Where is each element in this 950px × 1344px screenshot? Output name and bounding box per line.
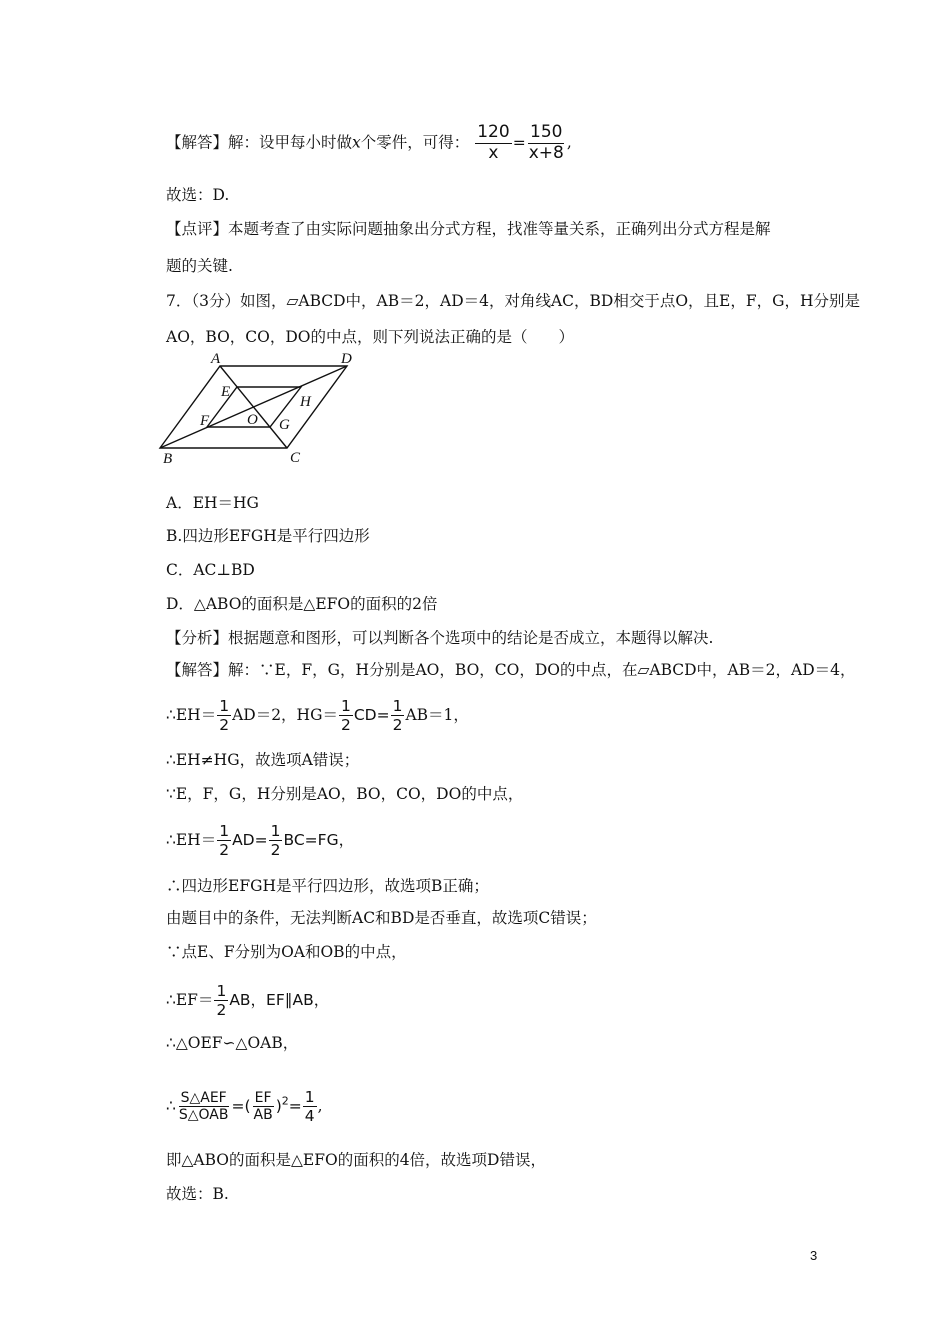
option-b: B.四边形EFGH是平行四边形 <box>166 527 370 545</box>
diagonal-bd <box>160 366 347 448</box>
solution-line10: ∴△OEF∽△OAB， <box>166 1034 299 1052</box>
label-E: E <box>221 384 231 400</box>
solution-line1: 【解答】解：∵E，F，G，H分别是AO，BO，CO，DO的中点，在▱ABCD中，AB＝2，AD＝4， <box>166 661 856 679</box>
solution-line12: 即△ABO的面积是△EFO的面积的4倍，故选项D错误， <box>166 1151 546 1169</box>
label-F: F <box>200 413 210 429</box>
label-D: D <box>341 352 352 367</box>
option-c: C．AC⊥BD <box>166 561 255 579</box>
label-G: G <box>279 417 290 433</box>
option-d: D．△ABO的面积是△EFO的面积的2倍 <box>166 595 438 613</box>
solution-line9: ∴EF＝ $\frac{1}{2}$ AB，EF∥AB， <box>166 982 330 1020</box>
analysis-line: 【分析】根据题意和图形，可以判断各个选项中的结论是否成立，本题得以解决. <box>166 629 714 647</box>
prev-comment-line2: 题的关键. <box>166 257 233 275</box>
label-O: O <box>247 412 258 428</box>
solution-line2: ∴EH＝ $\frac{1}{2}$ AD＝2，HG＝ $\frac{1}{2}$ CD= $\frac{1}{2}$ AB＝1， <box>166 697 469 735</box>
label-C: C <box>290 450 301 466</box>
page-number: 3 <box>810 1248 818 1263</box>
prev-solution-line: 【解答】解：设甲每小时做x个零件，可得： $\frac{120}{x}$ = $\frac{150}{x+8}$ , <box>166 122 572 163</box>
question-line2: AO，BO，CO，DO的中点，则下列说法正确的是（ ） <box>166 328 574 346</box>
solution-line8: ∵点E、F分别为OA和OB的中点， <box>166 943 407 961</box>
option-a: A．EH＝HG <box>166 494 259 512</box>
solution-line5: ∴EH＝ $\frac{1}{2}$ AD= $\frac{1}{2}$ BC=FG， <box>166 822 355 860</box>
label-B: B <box>163 451 173 467</box>
solution-line7: 由题目中的条件，无法判断AC和BD是否垂直，故选项C错误； <box>166 909 597 927</box>
solution-line4: ∵E，F，G，H分别是AO，BO，CO，DO的中点， <box>166 785 524 803</box>
solution-line6: ∴四边形EFGH是平行四边形，故选项B正确； <box>166 877 489 895</box>
label-A: A <box>211 352 221 367</box>
solution-line11: ∴ $\frac{\text{S△AEF}}{\text{S△OAB}}$ =( $\frac{EF}{AB}$ )$^2$= $\frac{1}{4}$ , <box>166 1088 323 1126</box>
fraction-120-x: $\frac{120}{x}$ <box>477 122 510 163</box>
prev-comment-line1: 【点评】本题考查了由实际问题抽象出分式方程，找准等量关系，正确列出分式方程是解 <box>166 220 771 238</box>
solution-line3: ∴EH≠HG，故选项A错误； <box>166 751 360 769</box>
parallelogram-figure <box>150 352 380 470</box>
label-H: H <box>300 394 311 410</box>
fraction-150-x8: $\frac{150}{x+8}$ <box>528 122 564 163</box>
solution-line13: 故选：B. <box>166 1185 229 1203</box>
question-line1: 7．（3分）如图，▱ABCD中，AB＝2，AD＝4，对角线AC，BD相交于点O，且E，F，G，H分别是 <box>166 292 861 310</box>
prev-choice: 故选：D. <box>166 186 230 204</box>
